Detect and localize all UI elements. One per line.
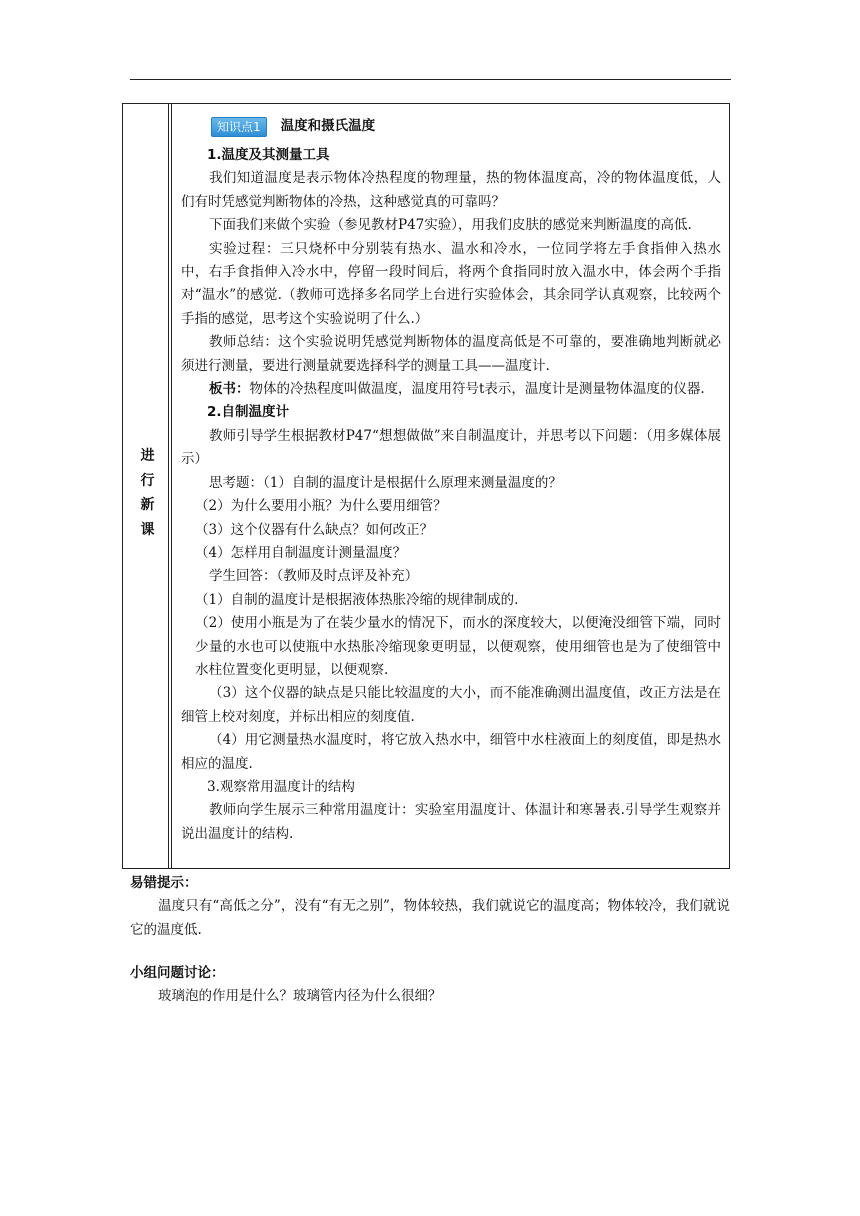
side-column [123, 104, 172, 868]
tips-text: 温度只有“高低之分”，没有“有无之别”，物体较热，我们就说它的温度高；物体较冷，我们就说它的温度低. [130, 898, 730, 938]
tips-title: 易错提示： [130, 875, 198, 891]
discussion-text: 玻璃泡的作用是什么？玻璃管内径为什么很细？ [158, 988, 442, 1005]
section-2-question-4: （4）怎样用自制温度计测量温度？ [195, 544, 407, 561]
lesson-content [181, 114, 721, 846]
header-rule [130, 79, 731, 80]
section-2-answer-intro: 学生回答：（教师及时点评及补充） [209, 568, 419, 585]
knowledge-point-header [181, 114, 721, 140]
knowledge-point-title: 温度和摄氏温度 [280, 118, 376, 135]
board-text: 物体的冷热程度叫做温度，温度用符号t表示，温度计是测量物体温度的仪器. [249, 381, 705, 398]
section-2-question-1: 思考题：（1）自制的温度计是根据什么原理来测量温度的？ [209, 474, 562, 491]
section-1-paragraph-5 [181, 378, 721, 401]
section-1-heading: 1.温度及其测量工具 [207, 147, 330, 163]
section-1-paragraph-3: 实验过程：三只烧杯中分别装有热水、温水和冷水，一位同学将左手食指伸入热水中，右手食指伸入冷水中，停留一段时间后，将两个食指同时放入温水中，体会两个手指对“温水”的感觉.（教师可选择多名同学上台进行实验体会，其余同学认真观察，比较两个手指的感觉，思考这个实验说明了什么.） [181, 240, 721, 327]
tips-block [130, 872, 730, 942]
discussion-block [130, 962, 730, 1009]
side-label: 进 行 新 课 [140, 448, 155, 538]
section-2-answer-4: （4）用它测量热水温度时，将它放入热水中，细管中水柱液面上的刻度值，即是热水相应的温度. [181, 732, 721, 772]
section-1-paragraph-4: 教师总结：这个实验说明凭感觉判断物体的温度高低是不可靠的，要准确地判断就必须进行测量，要进行测量就要选择科学的测量工具——温度计. [181, 334, 721, 374]
section-1-paragraph-2: 下面我们来做个实验（参见教材P47实验），用我们皮肤的感觉来判断温度的高低. [209, 217, 692, 234]
section-1-paragraph-1: 我们知道温度是表示物体冷热程度的物理量，热的物体温度高，冷的物体温度低，人们有时凭感觉判断物体的冷热，这种感觉真的可靠吗？ [181, 170, 721, 210]
discussion-title: 小组问题讨论： [130, 965, 225, 981]
section-2-answer-1: （1）自制的温度计是根据液体热胀冷缩的规律制成的. [195, 591, 519, 608]
section-2-heading: 2.自制温度计 [207, 404, 290, 421]
knowledge-point-badge: 知识点1 [211, 117, 267, 137]
section-2-answer-2: （2）使用小瓶是为了在装少量水的情况下，而水的深度较大，以便淹没细管下端，同时少量的水也可以使瓶中水热胀冷缩现象更明显，以便观察，使用细管也是为了使细管中水柱位置变化更明显，以便观察. [195, 615, 721, 678]
board-label: 板书： [209, 381, 250, 398]
section-2-paragraph-1: 教师引导学生根据教材P47“想想做做”来自制温度计，并思考以下问题：（用多媒体展示） [181, 427, 721, 468]
section-2-question-2: （2）为什么要用小瓶？为什么要用细管？ [195, 498, 447, 515]
lesson-table [122, 103, 730, 869]
section-2-answer-3: （3）这个仪器的缺点是只能比较温度的大小，而不能准确测出温度值，改正方法是在细管上校对刻度，并标出相应的刻度值. [181, 685, 721, 725]
section-3-paragraph-1: 教师向学生展示三种常用温度计：实验室用温度计、体温计和寒暑表.引导学生观察并说出温度计的结构. [181, 802, 721, 842]
section-2-question-3: （3）这个仪器有什么缺点？如何改正？ [195, 521, 434, 538]
section-3-heading: 3.观察常用温度计的结构 [207, 778, 355, 795]
